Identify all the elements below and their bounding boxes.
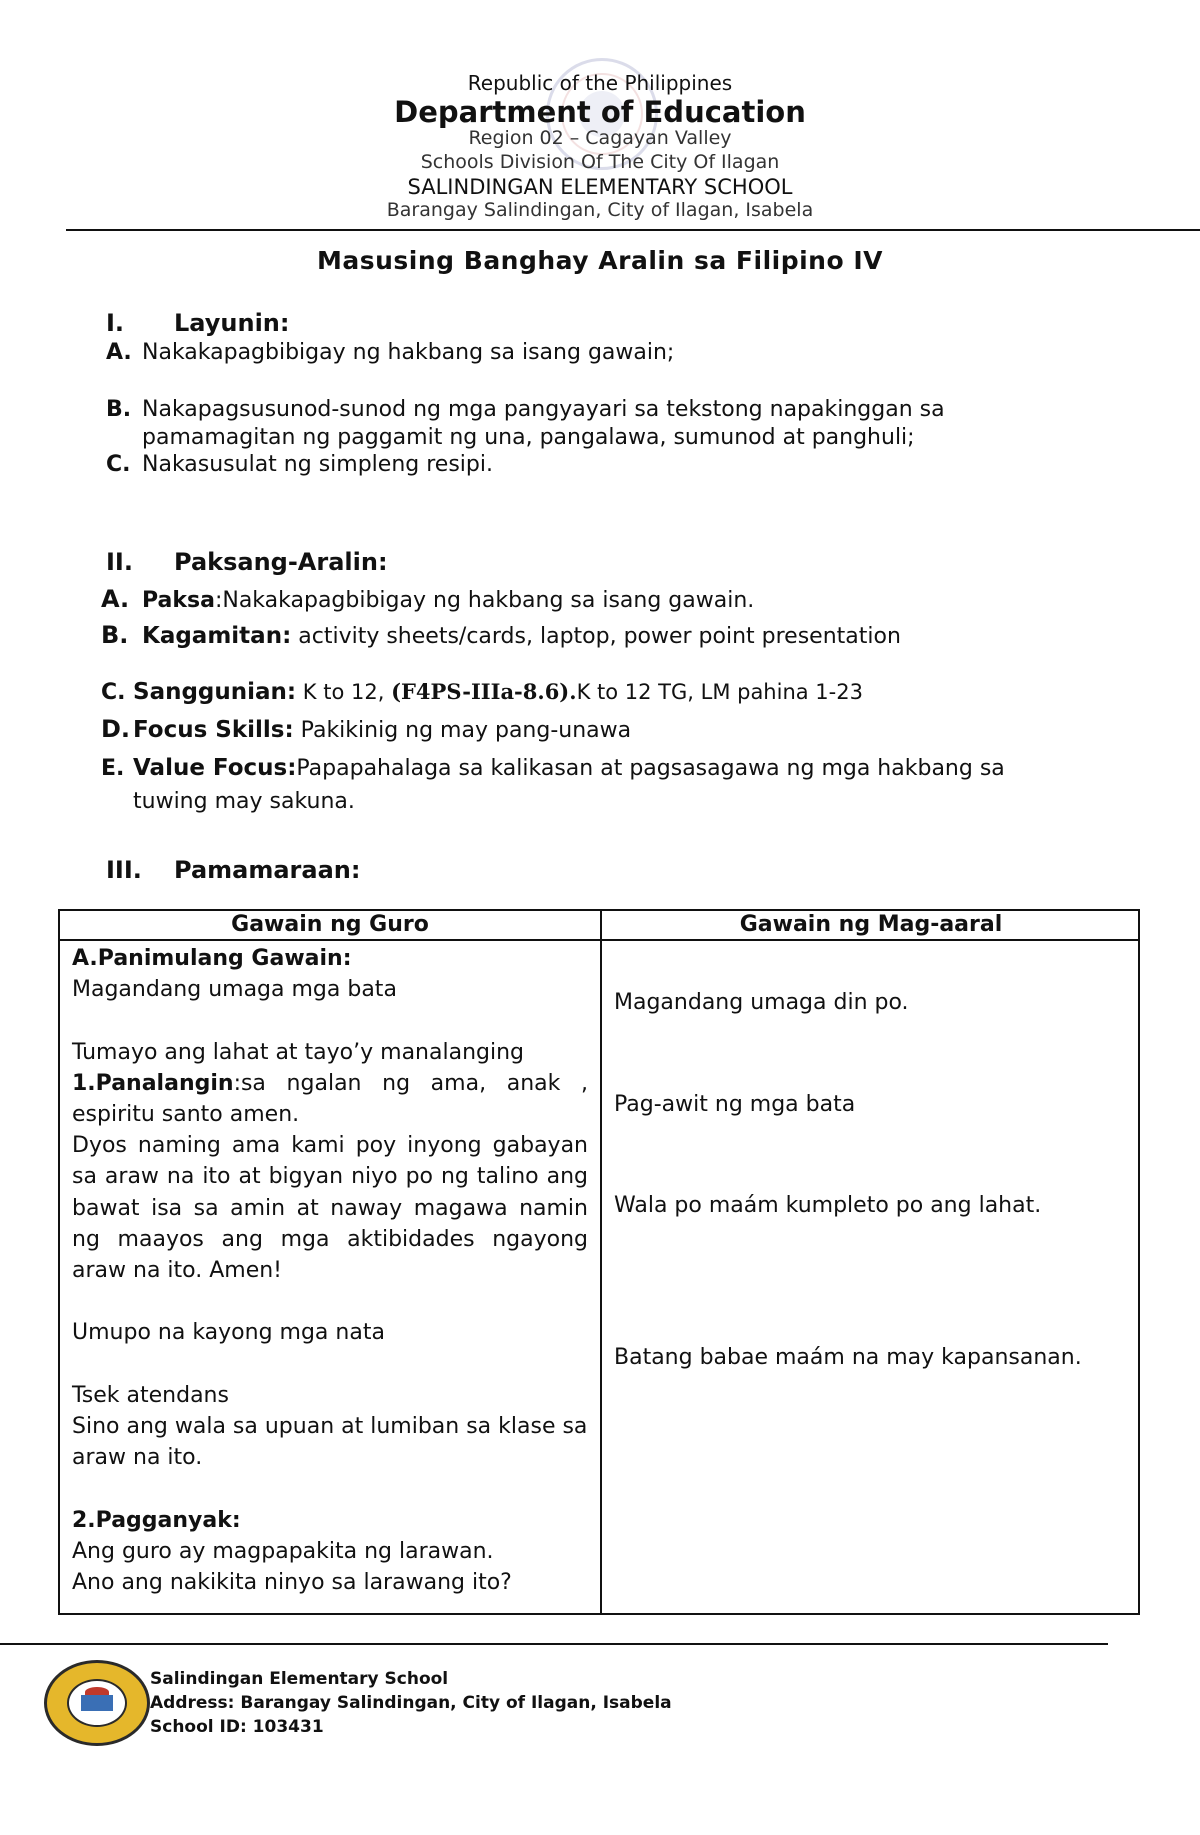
teacher-stand: Tumayo ang lahat at tayo’y manalanging — [72, 1039, 524, 1065]
topic-d-letter: D. — [101, 715, 131, 743]
header-school: SALINDINGAN ELEMENTARY SCHOOL — [407, 175, 793, 199]
school-logo — [44, 1660, 150, 1746]
objective-a-text: Nakakapagbibigay ng hakbang sa isang gawain; — [142, 340, 675, 365]
section-1-title: Layunin: — [174, 309, 290, 337]
panimulang-gawain-heading: A.Panimulang Gawain: — [72, 946, 352, 971]
topic-b — [101, 621, 1021, 651]
footer-school-name: Salindingan Elementary School — [150, 1669, 449, 1689]
student-response-4: Batang babae maám na may kapansanan. — [614, 1345, 1082, 1370]
header-address: Barangay Salindingan, City of Ilagan, Isabela — [386, 199, 814, 221]
student-response-3: Wala po maám kumpleto po ang lahat. — [614, 1193, 1042, 1218]
topic-c — [101, 678, 1021, 707]
panalangin-text: :sa ngalan ng ama, anak , espiritu santo amen. — [72, 1070, 588, 1127]
section-1-heading — [106, 309, 289, 337]
topic-c-rest: K to 12 TG, LM pahina 1-23 — [576, 680, 863, 704]
section-3-heading — [106, 856, 360, 884]
teacher-sit: Umupo na kayong mga nata — [72, 1320, 385, 1346]
topic-a — [101, 585, 1021, 615]
pagganyak-heading: 2.Pagganyak: — [72, 1507, 241, 1533]
footer-address: Address: Barangay Salindingan, City of Ilagan, Isabela — [150, 1693, 672, 1713]
topic-e-label: Value Focus: — [133, 755, 297, 781]
topic-e-letter: E. — [101, 756, 125, 781]
topic-d-label: Focus Skills: — [133, 717, 294, 743]
topic-a-label: Paksa — [142, 588, 215, 613]
teacher-show-picture: Ang guro ay magpapakita ng larawan. — [72, 1538, 494, 1564]
topic-d-text: Pakikinig ng may pang-unawa — [293, 718, 632, 743]
footer-divider — [0, 1643, 1108, 1645]
student-response-2: Pag-awit ng mga bata — [614, 1092, 856, 1117]
section-2-title: Paksang-Aralin: — [174, 548, 388, 576]
table-header-teacher: Gawain ng Guro — [231, 912, 429, 937]
section-1-number: I. — [106, 309, 125, 337]
topic-a-text: :Nakakapagbibigay ng hakbang sa isang gawain. — [214, 588, 755, 613]
table-header-students: Gawain ng Mag-aaral — [739, 912, 1003, 937]
section-3-number: III. — [106, 856, 142, 884]
objective-b — [106, 396, 1026, 452]
document-title: Masusing Banghay Aralin sa Filipino IV — [316, 246, 883, 275]
topic-c-text: K to 12, — [296, 680, 392, 704]
header-divider — [66, 229, 1200, 231]
header-republic: Republic of the Philippines — [467, 71, 733, 95]
teacher-activities — [72, 943, 588, 1598]
teacher-ask-picture: Ano ang nakikita ninyo sa larawang ito? — [72, 1570, 512, 1595]
panalangin-label: 1.Panalangin — [72, 1070, 234, 1096]
header-department: Department of Education — [394, 95, 806, 129]
topic-c-letter: C. — [101, 680, 126, 705]
procedure-table — [58, 909, 1140, 1615]
footer-school-id: School ID: 103431 — [150, 1717, 324, 1737]
student-response-1: Magandang umaga din po. — [614, 990, 909, 1015]
teacher-absent-question: Sino ang wala sa upuan at lumiban sa klase sa araw na ito. — [72, 1414, 588, 1471]
teacher-panalangin — [72, 1068, 588, 1130]
topic-e-text: Papapahalaga sa kalikasan at pagsasagawa ng mga hakbang sa tuwing may sakuna. — [133, 756, 1005, 814]
teacher-attendance: Tsek atendans — [72, 1382, 229, 1408]
topic-b-letter: B. — [101, 621, 129, 649]
teacher-greeting: Magandang umaga mga bata — [72, 977, 397, 1003]
objective-c-text: Nakasusulat ng simpleng resipi. — [142, 452, 493, 477]
objective-c — [106, 451, 1026, 479]
teacher-prayer: Dyos naming ama kami poy inyong gabayan sa araw na ito at bigyan niyo po ng talino ang bawat isa sa amin at naway magawa namin ng maayos ang mga aktibidades ngayong araw na ito. Amen! — [72, 1133, 588, 1284]
objective-c-letter: C. — [106, 452, 131, 477]
topic-a-letter: A. — [101, 585, 130, 613]
objective-b-text: Nakapagsusunod-sunod ng mga pangyayari sa tekstong napakinggan sa pamamagitan ng paggamit ng una, pangalawa, sumunod at panghuli; — [142, 397, 945, 450]
topic-c-label: Sanggunian: — [133, 679, 297, 705]
topic-e — [101, 752, 1021, 818]
table-column-divider — [600, 911, 602, 1613]
section-2-number: II. — [106, 548, 133, 576]
header-region: Region 02 – Cagayan Valley — [468, 127, 732, 149]
section-3-title: Pamamaraan: — [174, 856, 361, 884]
topic-c-code: (F4PS-IIIa-8.6). — [391, 679, 577, 704]
objective-a — [106, 339, 1026, 367]
objective-a-letter: A. — [106, 340, 132, 365]
table-header-divider — [60, 939, 1138, 941]
topic-d — [101, 715, 1021, 745]
header-division: Schools Division Of The City Of Ilagan — [420, 151, 780, 173]
objective-b-letter: B. — [106, 397, 132, 422]
section-2-heading — [106, 548, 388, 576]
topic-b-label: Kagamitan: — [142, 623, 292, 649]
topic-b-text: activity sheets/cards, laptop, power point presentation — [291, 624, 901, 649]
